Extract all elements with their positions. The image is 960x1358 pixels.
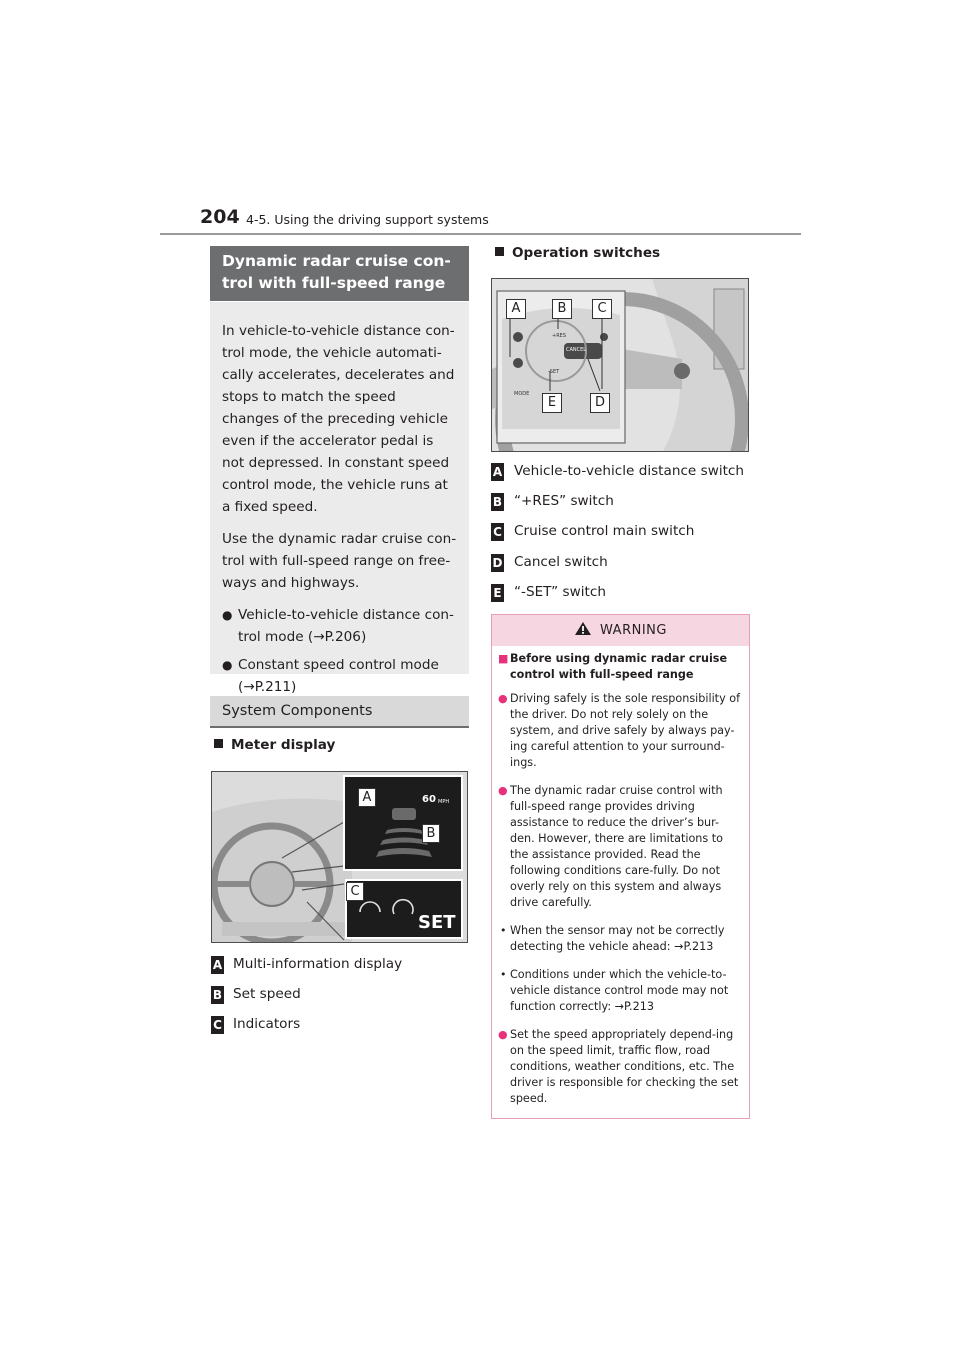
page-number: 204 [200, 206, 240, 228]
section-title: 4-5. Using the driving support systems [246, 212, 489, 227]
legend-label-b: B [212, 988, 223, 1002]
circle-bullet-icon: ● [498, 692, 508, 705]
legend-text-a: Vehicle-to-vehicle distance switch [514, 463, 745, 479]
legend-text-b: Set speed [233, 986, 301, 1002]
cancel-switch-text: CANCEL [566, 347, 587, 353]
warning-heading [492, 651, 749, 683]
callout-c: C [592, 299, 612, 319]
warning-note-text: When the sensor may not be correctly detecting the vehicle ahead: →P.213 [510, 924, 725, 953]
bullet-dot-icon: ● [222, 608, 233, 622]
circle-bullet-icon: ● [498, 784, 508, 797]
speed-value: 60 [422, 794, 436, 805]
callout-c: C [346, 882, 364, 901]
intro-paragraph-2: Use the dynamic radar cruise con-trol with full-speed range on free-ways and highways. [222, 531, 457, 591]
warning-item-3 [492, 1027, 749, 1107]
warning-note-2 [492, 967, 749, 1015]
operation-switches-heading [495, 245, 660, 261]
warning-note-text: Conditions under which the vehicle-to-vehicle distance control mode may not function correctly: →P.213 [510, 968, 729, 1013]
square-bullet-icon [495, 247, 504, 256]
warning-item-text: The dynamic radar cruise control with full-speed range provides driving assistance to reduce the driver’s bur-den. However, there are limitations to the assistance provided. Read the following conditions care-fully. Do not overly rely on this system and always drive carefully. [510, 784, 724, 909]
system-components-heading: System Components [210, 696, 469, 728]
legend-text-d: Cancel switch [514, 554, 608, 570]
callout-b: B [552, 299, 572, 319]
operation-switches-label: Operation switches [512, 245, 661, 261]
legend-label-d: D [492, 556, 503, 570]
chapter-title: Dynamic radar cruise con- trol with full-speed range [210, 246, 469, 301]
operation-switches-figure [491, 278, 749, 452]
warning-item-1 [492, 691, 749, 771]
callout-a: A [358, 788, 376, 807]
meter-display-heading [214, 737, 335, 753]
warning-body [492, 647, 749, 1119]
res-switch-text: +RES [552, 333, 566, 339]
legend-label-b: B [492, 495, 503, 509]
warning-title: WARNING [600, 623, 667, 638]
legend-text-c: Cruise control main switch [514, 523, 695, 539]
set-indicator: SET [418, 912, 456, 933]
legend-text-b: “+RES” switch [514, 493, 614, 509]
legend-label-c: C [491, 523, 504, 541]
legend-label-a: A [492, 465, 503, 479]
circle-bullet-icon: ● [498, 1028, 508, 1041]
callout-e: E [542, 393, 562, 413]
meter-display-figure [211, 771, 468, 943]
legend-label-a: A [212, 958, 223, 972]
callout-d: D [590, 393, 610, 413]
steering-wheel-illustration [492, 279, 749, 452]
warning-item-2 [492, 783, 749, 911]
square-bullet-icon [214, 739, 223, 748]
dot-bullet-icon: • [500, 924, 507, 937]
warning-heading-text: Before using dynamic radar cruise control with full-speed range [510, 652, 728, 681]
callout-a: A [506, 299, 526, 319]
legend-text-e: “-SET” switch [514, 584, 606, 600]
legend-label-c: C [211, 1016, 224, 1034]
warning-item-text: Driving safely is the sole responsibility of the driver. Do not rely solely on the system, and drive safely by always pay-ing careful attention to your surround-ings. [510, 692, 741, 769]
warning-triangle-icon [574, 621, 592, 636]
legend-text-c: Indicators [233, 1016, 301, 1032]
legend-text-a: Multi-information display [233, 956, 403, 972]
set-switch-text: -SET [548, 369, 560, 375]
mode-switch-text: MODE [514, 391, 530, 397]
speed-unit: MPH [438, 799, 450, 805]
legend-label-e: E [491, 584, 504, 602]
warning-note-1 [492, 923, 749, 955]
callout-b: B [422, 824, 440, 843]
intro-paragraph-1: In vehicle-to-vehicle distance con-trol mode, the vehicle automati-cally accelerates, decelerates and stops to match the speed changes of the preceding vehicle even if the accelerator pedal is not depressed. In constant speed control mode, the vehicle runs at a fixed speed. [222, 323, 455, 515]
intro-box [210, 302, 469, 695]
bullet-text: Constant speed control mode (→P.211) [238, 657, 439, 695]
warning-item-text: Set the speed appropriately depend-ing on the speed limit, traffic flow, road conditions, weather conditions, etc. The driver is responsible for checking the set speed. [510, 1028, 739, 1105]
bullet-dot-icon: ● [222, 658, 233, 672]
bullet-constant-mode [222, 654, 457, 698]
header-rule [160, 233, 801, 235]
square-bullet-icon: ■ [498, 652, 509, 665]
bullet-text: Vehicle-to-vehicle distance con-trol mode (→P.206) [238, 607, 454, 645]
warning-box [491, 614, 750, 1119]
meter-display-label: Meter display [231, 737, 336, 753]
warning-header [492, 615, 749, 646]
bullet-distance-mode [222, 604, 457, 648]
dot-bullet-icon: • [500, 968, 507, 981]
